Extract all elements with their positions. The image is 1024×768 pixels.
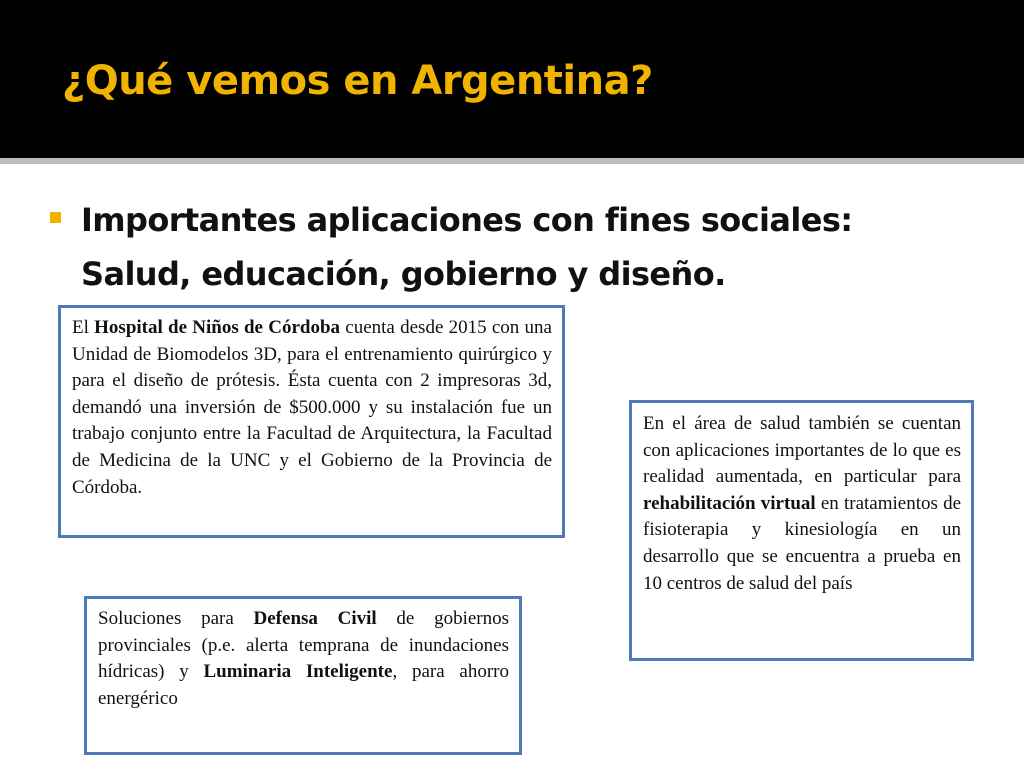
luminaria-bold-term: Luminaria Inteligente [203, 661, 393, 683]
bullet-text [81, 193, 981, 301]
hospital-text-1: El [72, 317, 95, 338]
salud-bold-term: rehabilitación virtual [643, 492, 816, 514]
defensa-text-2: de gobiernos provinciales (p.e. alerta temprana de inundaciones hídricas) y [98, 608, 509, 683]
bullet-square-icon [50, 212, 61, 223]
defensa-text-box [84, 596, 522, 755]
slide-title: ¿Qué vemos en Argentina? [62, 58, 653, 104]
salud-text-2: en tratamientos de fisioterapia y kinesiología en un desarrollo que se encuentra a prueba en 10 centros de salud del país [643, 492, 962, 594]
bullet-line-1: Importantes aplicaciones con fines sociales: [81, 201, 853, 239]
defensa-text-3: , para ahorro energérico [98, 661, 509, 709]
hospital-name: Hospital de Niños de Córdoba [94, 317, 341, 338]
salud-text-1: En el área de salud también se cuentan con aplicaciones importantes de lo que es realidad aumentada, en particular para [643, 413, 961, 488]
defensa-text-1: Soluciones para [98, 608, 254, 629]
defensa-bold-term: Defensa Civil [253, 608, 377, 629]
title-divider [0, 158, 1024, 164]
bullet-line-2: Salud, educación, gobierno y diseño. [81, 255, 726, 293]
salud-text-box [629, 400, 974, 661]
hospital-text-2: cuenta desde 2015 con una Unidad de Biomodelos 3D, para el entrenamiento quirúrgico y para el diseño de prótesis. Ésta cuenta con 2 impresoras 3d, demandó una inversión de $500.000 y su instalación fue un trabajo conjunto entre la Facultad de Arquitectura, la Facultad de Medicina de la UNC y el Gobierno de la Provincia de Córdoba. [72, 317, 552, 498]
hospital-text-box [58, 305, 565, 538]
